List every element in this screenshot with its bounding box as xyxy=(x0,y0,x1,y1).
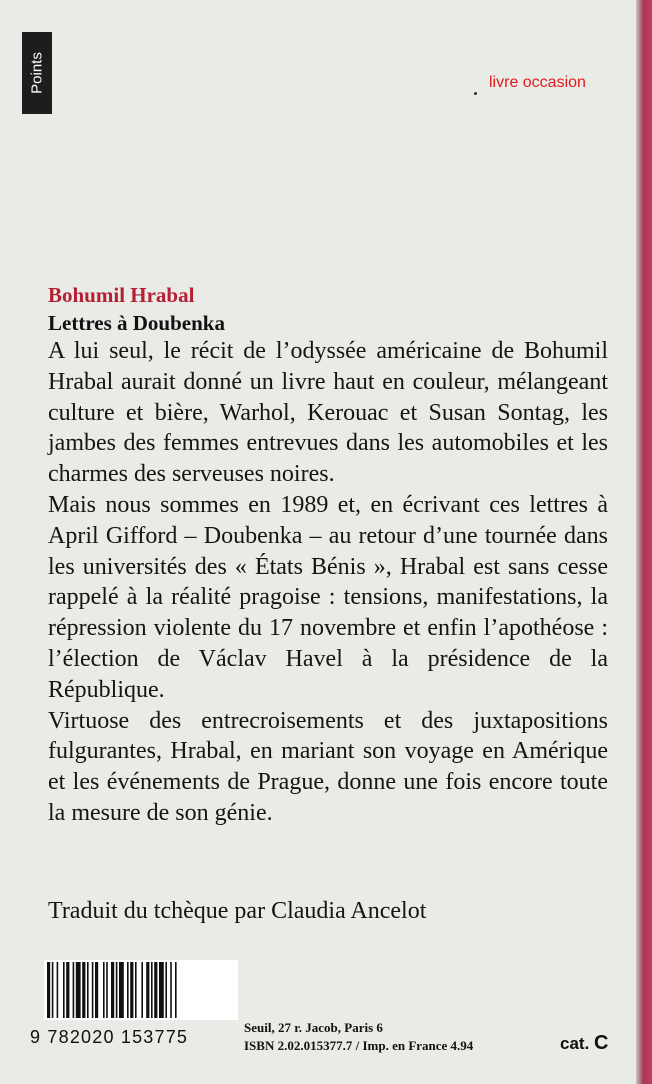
brand-label: Points xyxy=(28,52,46,94)
isbn-line: ISBN 2.02.015377.7 / Imp. en France 4.94 xyxy=(244,1038,474,1053)
category-code xyxy=(560,1032,608,1055)
category-label: cat. xyxy=(560,1034,590,1053)
category-value: C xyxy=(594,1032,609,1054)
watermark-text: livre occasion xyxy=(489,74,586,91)
speck xyxy=(474,92,477,95)
publisher-address: Seuil, 27 r. Jacob, Paris 6 xyxy=(244,1020,383,1035)
cover-edge xyxy=(636,0,652,1084)
book-title: Lettres à Doubenka xyxy=(48,311,225,335)
barcode xyxy=(44,960,238,1020)
blurb-paragraph-3: Virtuose des entrecroisements et des juxtapositions fulgurantes, Hrabal, en mariant son voyage en Amérique et les événements de Prague, donne une fois encore toute la mesure de son génie. xyxy=(48,707,608,826)
author-name: Bohumil Hrabal xyxy=(48,283,195,307)
translator-credit: Traduit du tchèque par Claudia Ancelot xyxy=(48,898,427,924)
blurb-paragraph-1: A lui seul, le récit de l’odyssée américaine de Bohumil Hrabal aurait donné un livre haut en couleur, mélangeant culture et bière, Warhol, Kerouac et Susan Sontag, les jambes des femmes entrevues dans les automobiles et les charmes des serveuses noires. xyxy=(48,338,608,488)
barcode-number: 9 782020 153775 xyxy=(30,1027,189,1047)
blurb-paragraph-2: Mais nous sommes en 1989 et, en écrivant ces lettres à April Gifford – Doubenka – au retour d’une tournée dans les universités des « États Bénis », Hrabal est sans cesse rappelé à la réalité pragoise : tensions, manifestations, la répression violente du 17 novembre et enfin l’apothéose : l’élection de Václav Havel à la présidence de la République. xyxy=(48,491,608,703)
points-logo xyxy=(22,32,52,114)
blurb xyxy=(48,336,608,829)
